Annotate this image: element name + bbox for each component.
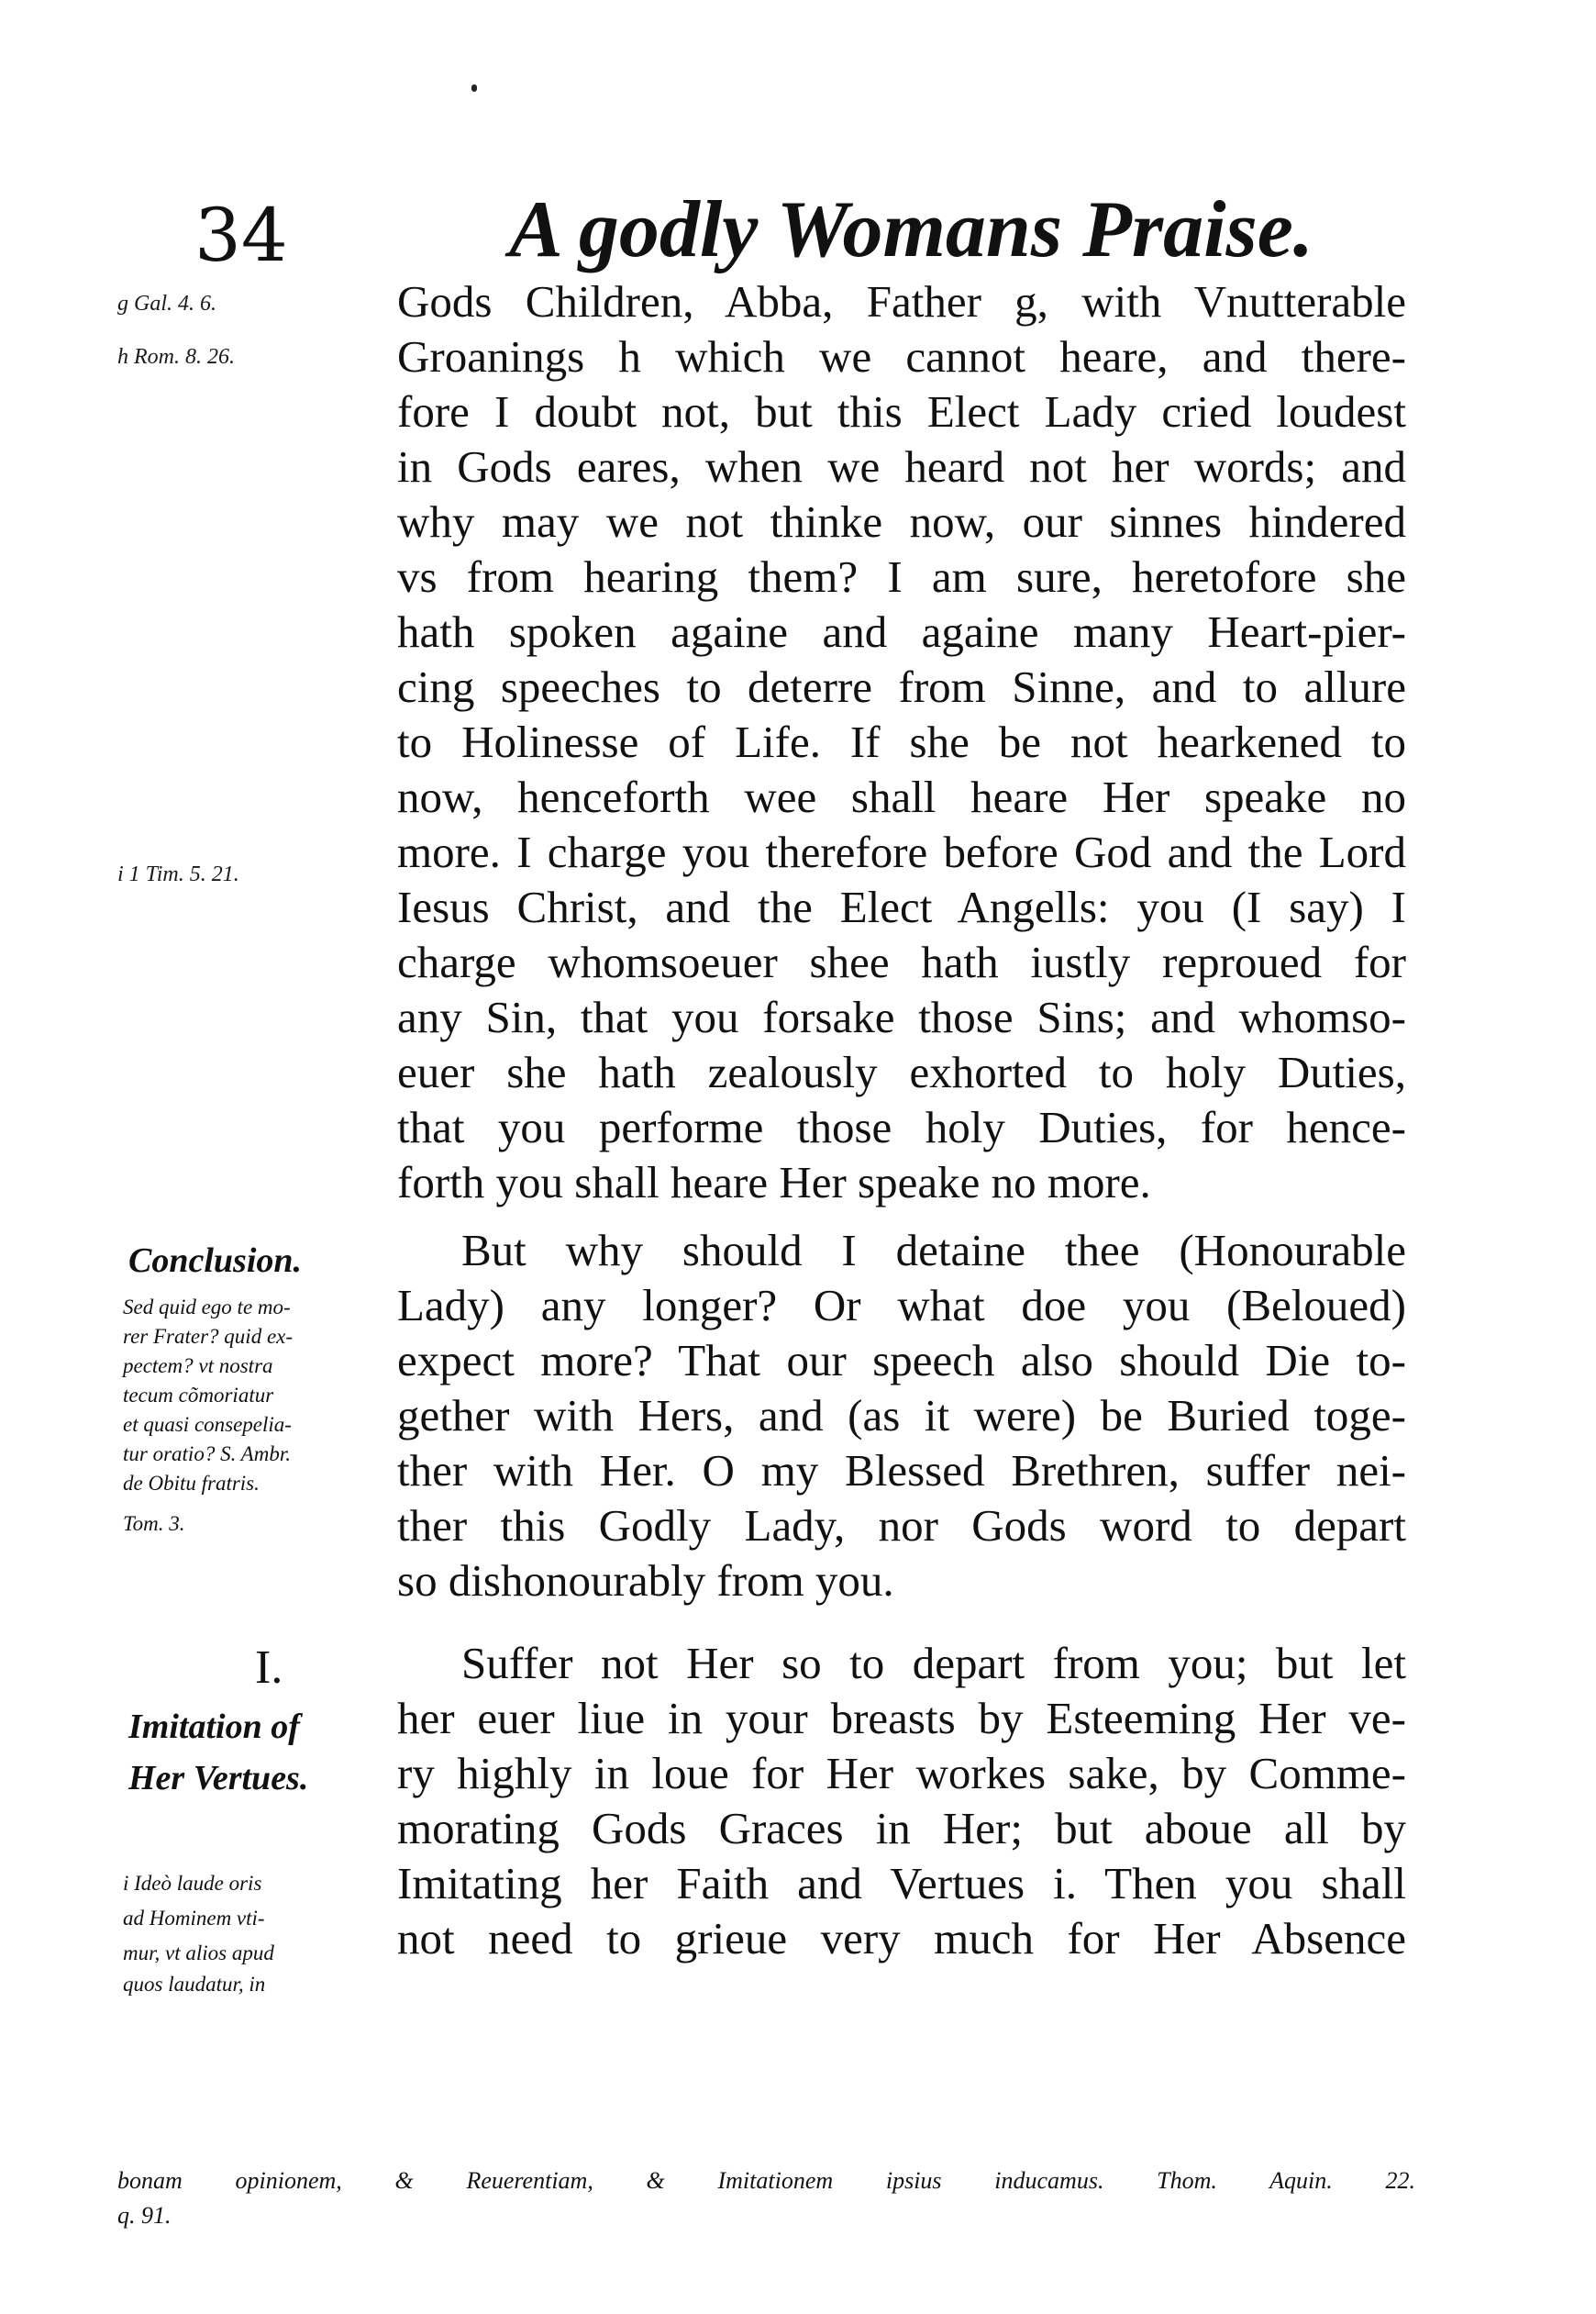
sidenote-gal: g Gal. 4. 6.	[117, 292, 216, 316]
body-line: ry highly in loue for Her workes sake, by Comme-	[397, 1748, 1406, 1798]
body-line: Suffer not Her so to depart from you; but let	[461, 1638, 1406, 1688]
sidenote-ambrose-line: rer Frater? quid ex-	[123, 1325, 294, 1348]
body-line: vs from hearing them? I am sure, heretofore she	[397, 551, 1406, 602]
body-line: not need to grieue very much for Her Absence	[397, 1913, 1406, 1964]
body-line: more. I charge you therefore before God and the Lord	[397, 827, 1406, 877]
sidenote-ambrose-line: Tom. 3.	[123, 1512, 185, 1535]
sidenote-tim: i 1 Tim. 5. 21.	[117, 862, 239, 886]
body-line: why may we not thinke now, our sinnes hindered	[397, 496, 1406, 547]
page-number: 34	[194, 193, 288, 278]
footnote-line: q. 91.	[117, 2202, 172, 2229]
footnote-line: bonam opinionem, & Reuerentiam, & Imitationem ipsius inducamus. Thom. Aquin. 22.	[117, 2167, 1415, 2194]
body-line: in Gods eares, when we heard not her words; and	[397, 441, 1406, 492]
sidenote-ambrose-line: tecum cõmoriatur	[123, 1384, 274, 1407]
body-line: hath spoken againe and againe many Heart-pier-	[397, 606, 1406, 657]
sidenote-imitation-title: Her Vertues.	[128, 1759, 309, 1797]
body-line: to Holinesse of Life. If she be not hearkened to	[397, 717, 1406, 767]
body-line: cing speeches to deterre from Sinne, and to allure	[397, 662, 1406, 712]
sidenote-imitation-title: Imitation of	[128, 1708, 300, 1746]
body-line: ther this Godly Lady, nor Gods word to depart	[397, 1500, 1406, 1551]
body-line: Gods Children, Abba, Father g, with Vnutterable	[397, 276, 1406, 327]
sidenote-aquinas-line: mur, vt alios apud	[123, 1941, 274, 1964]
body-line: Lady) any longer? Or what doe you (Beloued)	[397, 1280, 1406, 1330]
body-line: Groanings h which we cannot heare, and there-	[397, 331, 1406, 382]
body-line: Imitating her Faith and Vertues i. Then you shall	[397, 1858, 1406, 1908]
body-line: morating Gods Graces in Her; but aboue all by	[397, 1803, 1406, 1853]
body-line: gether with Hers, and (as it were) be Buried toge-	[397, 1390, 1406, 1441]
running-title: A godly Womans Praise.	[509, 185, 1313, 274]
body-line: that you performe those holy Duties, for hence-	[397, 1102, 1406, 1152]
ink-speck	[471, 84, 477, 92]
sidenote-aquinas-line: quos laudatur, in	[123, 1973, 266, 1996]
body-line: ther with Her. O my Blessed Brethren, suffer nei-	[397, 1445, 1406, 1496]
sidenote-ambrose-line: et quasi consepelia-	[123, 1413, 292, 1436]
body-line: euer she hath zealously exhorted to holy Duties,	[397, 1047, 1406, 1097]
body-line: now, henceforth wee shall heare Her speake no	[397, 772, 1406, 822]
body-line: any Sin, that you forsake those Sins; and whomso-	[397, 992, 1406, 1042]
sidenote-ambrose-line: Sed quid ego te mo-	[123, 1296, 291, 1318]
body-line: charge whomsoeuer shee hath iustly reproued for	[397, 937, 1406, 987]
body-line: so dishonourably from you.	[397, 1555, 894, 1606]
sidenote-conclusion-title: Conclusion.	[128, 1241, 303, 1280]
body-line: Iesus Christ, and the Elect Angells: you (I say) I	[397, 882, 1406, 932]
body-line: forth you shall heare Her speake no more.	[397, 1157, 1151, 1207]
body-line: expect more? That our speech also should Die to-	[397, 1335, 1406, 1385]
sidenote-ambrose-line: tur oratio? S. Ambr.	[123, 1442, 291, 1465]
sidenote-ambrose-line: de Obitu fratris.	[123, 1472, 260, 1495]
sidenote-rom: h Rom. 8. 26.	[117, 345, 235, 369]
sidenote-ambrose-line: pectem? vt nostra	[123, 1354, 273, 1377]
body-line: But why should I detaine thee (Honourable	[461, 1225, 1406, 1275]
sidenote-aquinas-line: i Ideò laude oris	[123, 1872, 262, 1895]
body-line: her euer liue in your breasts by Esteeming Her ve-	[397, 1693, 1406, 1743]
body-line: fore I doubt not, but this Elect Lady cried loudest	[397, 386, 1406, 437]
section-number: I.	[255, 1641, 283, 1694]
sidenote-aquinas-line: ad Hominem vti-	[123, 1907, 265, 1930]
